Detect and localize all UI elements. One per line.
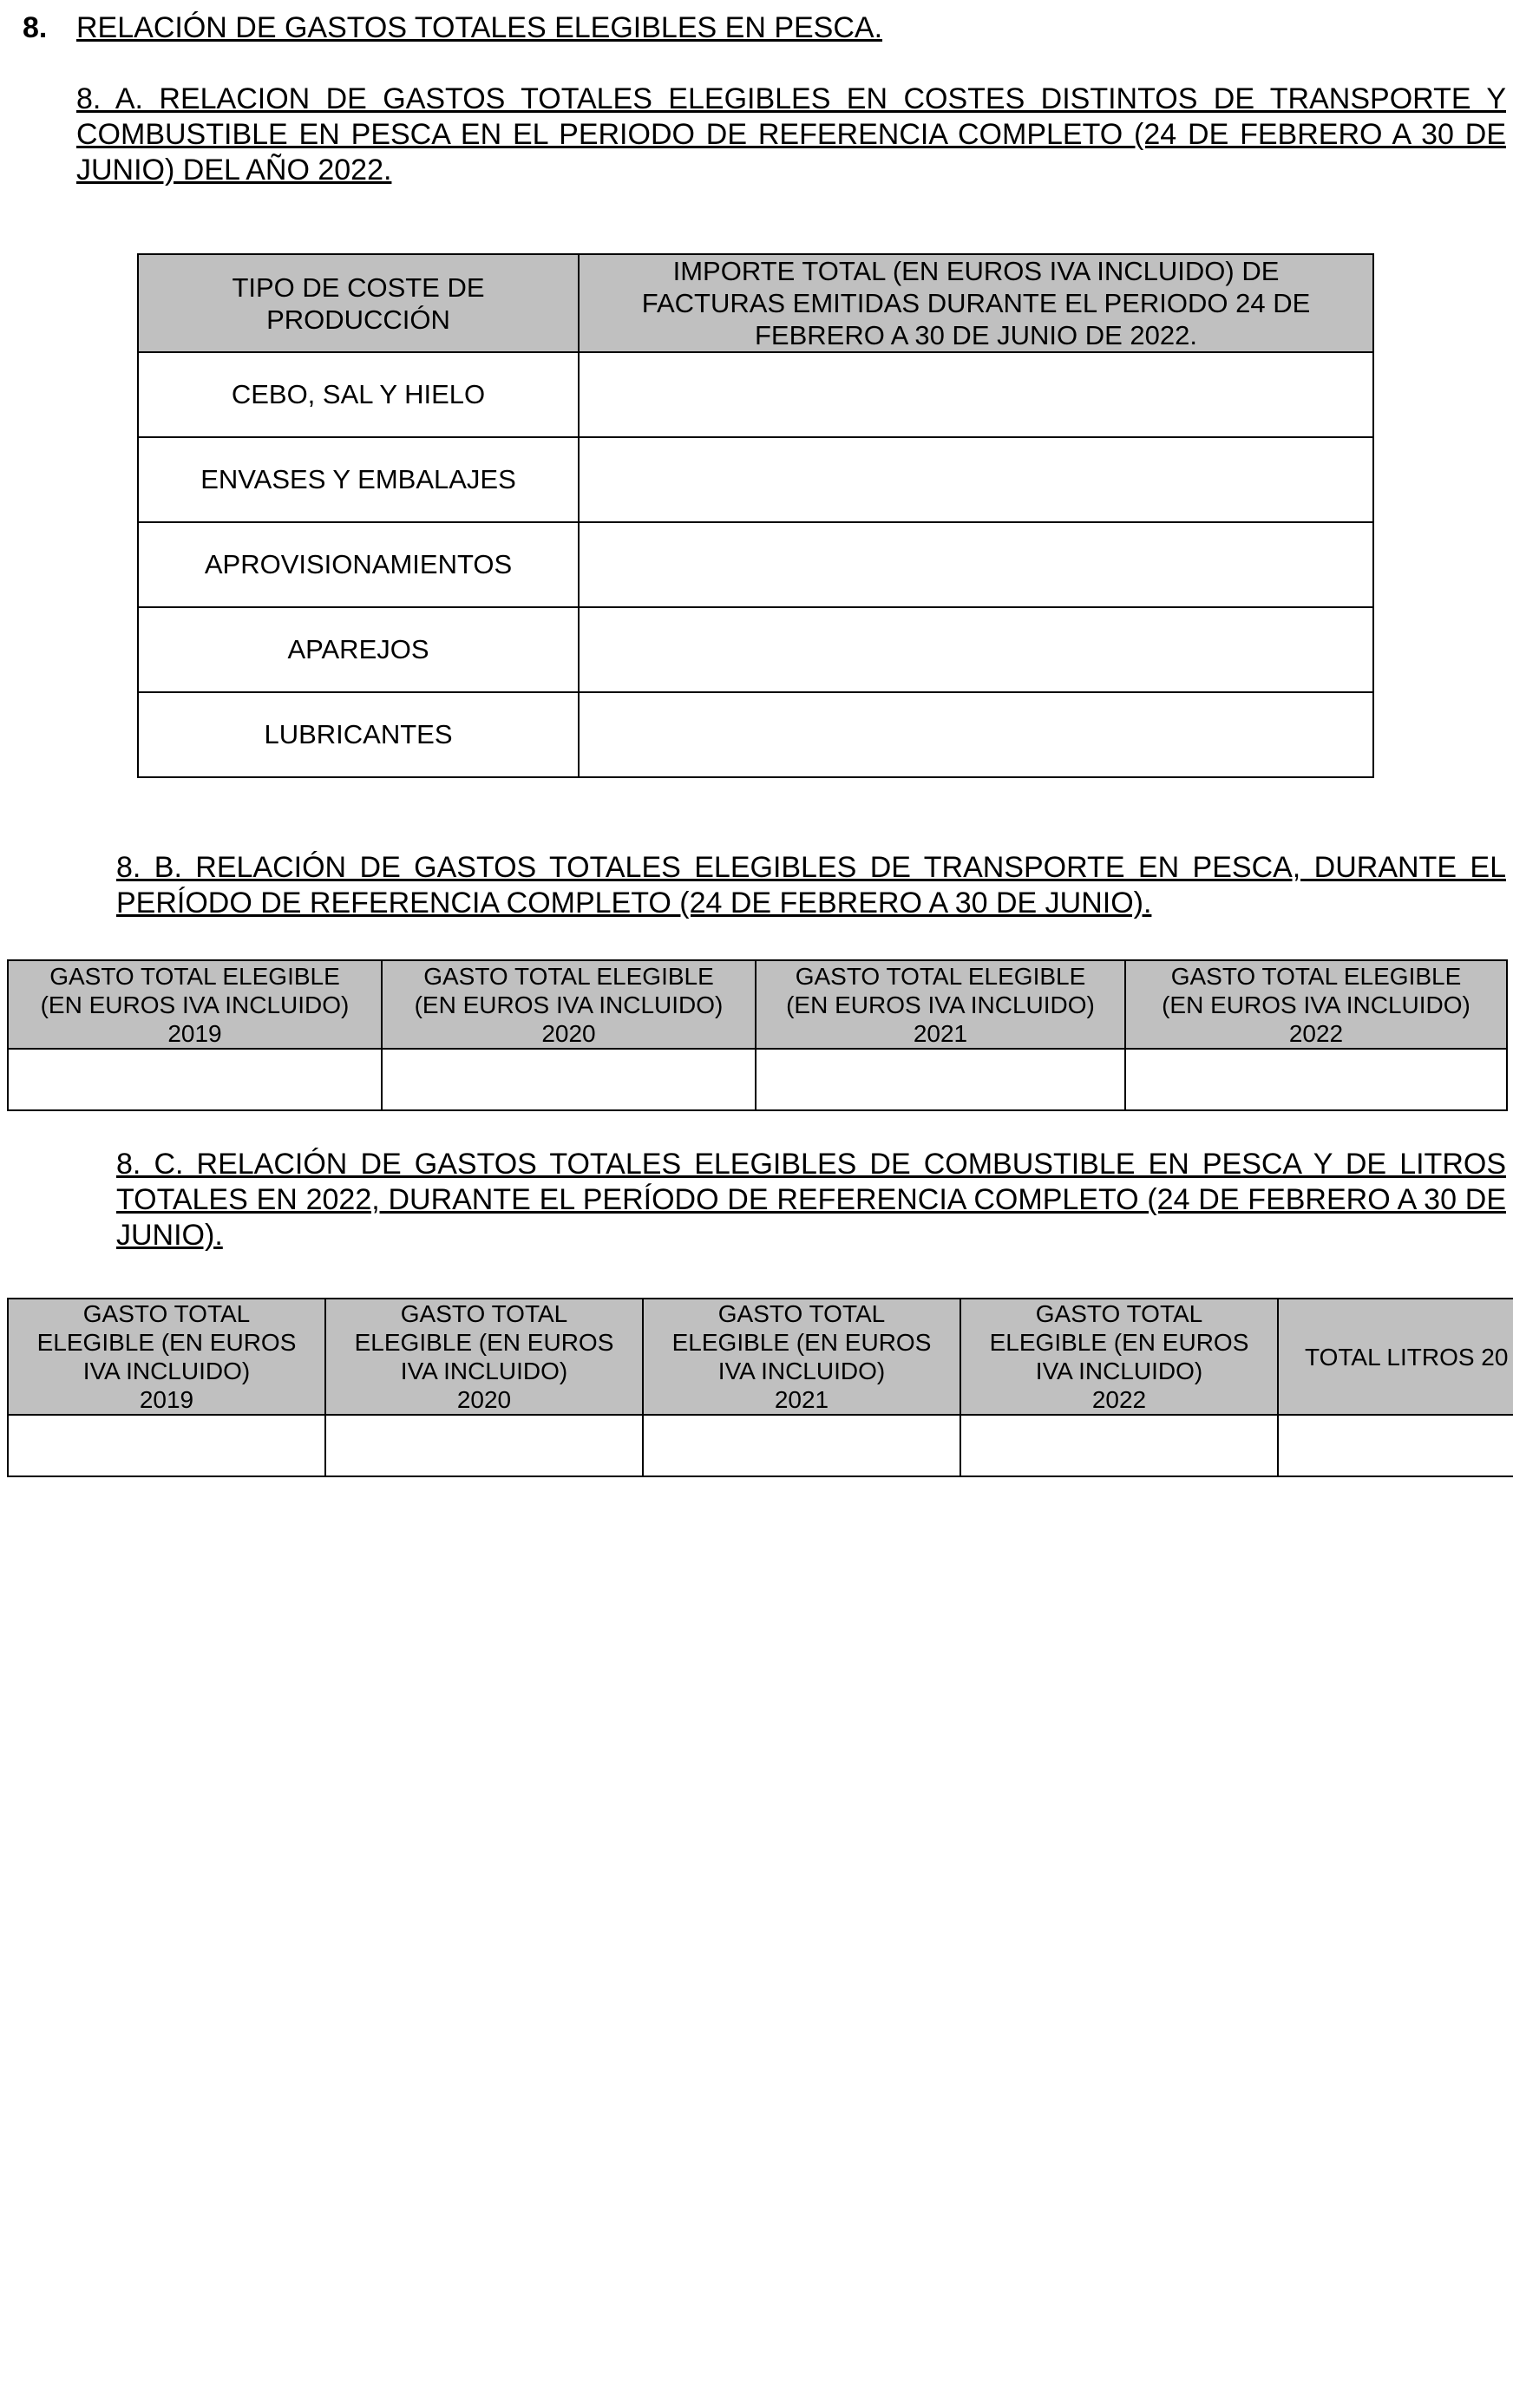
section-c-table [7, 1298, 1513, 1477]
header-cell: GASTO TOTAL ELEGIBLE (EN EUROS IVA INCLUIDO) 2019 [8, 960, 382, 1049]
header-cell: GASTO TOTAL ELEGIBLE (EN EUROS IVA INCLUIDO) 2022 [1125, 960, 1507, 1049]
row-label: LUBRICANTES [138, 692, 579, 777]
table-row [138, 437, 1373, 522]
row-label: APROVISIONAMIENTOS [138, 522, 579, 607]
amount-input-cell[interactable] [382, 1049, 756, 1110]
header-cell: GASTO TOTAL ELEGIBLE (EN EUROS IVA INCLUIDO) 2020 [325, 1299, 643, 1415]
table-header-row [8, 1299, 1513, 1415]
amount-input-cell[interactable] [8, 1049, 382, 1110]
header-total-liters: TOTAL LITROS 20 [1278, 1299, 1513, 1415]
amount-input-cell[interactable] [8, 1415, 325, 1476]
section-a-table [137, 253, 1374, 778]
amount-input-cell[interactable] [579, 692, 1373, 777]
liters-input-cell[interactable] [1278, 1415, 1513, 1476]
section-b-title: 8. B. RELACIÓN DE GASTOS TOTALES ELEGIBLES DE TRANSPORTE EN PESCA, DURANTE EL PERÍODO DE REFERENCIA COMPLETO (24 DE FEBRERO A 30 DE JUNIO). [116, 851, 1506, 919]
header-cell: GASTO TOTAL ELEGIBLE (EN EUROS IVA INCLUIDO) 2022 [960, 1299, 1278, 1415]
header-cell: GASTO TOTAL ELEGIBLE (EN EUROS IVA INCLUIDO) 2019 [8, 1299, 325, 1415]
row-label: APAREJOS [138, 607, 579, 692]
amount-input-cell[interactable] [579, 522, 1373, 607]
section-number: 8. [23, 11, 48, 44]
amount-input-cell[interactable] [325, 1415, 643, 1476]
section-c-title: 8. C. RELACIÓN DE GASTOS TOTALES ELEGIBLES DE COMBUSTIBLE EN PESCA Y DE LITROS TOTALES EN 2022, DURANTE EL PERÍODO DE REFERENCIA COMPLETO (24 DE FEBRERO A 30 DE JUNIO). [116, 1148, 1506, 1252]
table-row [138, 607, 1373, 692]
amount-input-cell[interactable] [579, 352, 1373, 437]
table-row [138, 352, 1373, 437]
row-label: ENVASES Y EMBALAJES [138, 437, 579, 522]
table-row [8, 1049, 1507, 1110]
amount-input-cell[interactable] [643, 1415, 960, 1476]
section-heading-text: RELACIÓN DE GASTOS TOTALES ELEGIBLES EN PESCA. [76, 11, 883, 44]
section-heading [23, 10, 882, 45]
amount-input-cell[interactable] [1125, 1049, 1507, 1110]
row-label: CEBO, SAL Y HIELO [138, 352, 579, 437]
section-a-title: 8. A. RELACION DE GASTOS TOTALES ELEGIBLES EN COSTES DISTINTOS DE TRANSPORTE Y COMBUSTIBLE EN PESCA EN EL PERIODO DE REFERENCIA COMPLETO (24 DE FEBRERO A 30 DE JUNIO) DEL AÑO 2022. [76, 82, 1506, 186]
table-header-row [8, 960, 1507, 1049]
amount-input-cell[interactable] [579, 437, 1373, 522]
section-b-table [7, 959, 1508, 1111]
table-header-row [138, 254, 1373, 352]
amount-input-cell[interactable] [579, 607, 1373, 692]
amount-input-cell[interactable] [756, 1049, 1125, 1110]
table-row [138, 522, 1373, 607]
table-row [138, 692, 1373, 777]
table-row [8, 1415, 1513, 1476]
header-total-amount: IMPORTE TOTAL (EN EUROS IVA INCLUIDO) DE FACTURAS EMITIDAS DURANTE EL PERIODO 24 DE FEBRERO A 30 DE JUNIO DE 2022. [579, 254, 1373, 352]
header-cost-type: TIPO DE COSTE DE PRODUCCIÓN [138, 254, 579, 352]
header-cell: GASTO TOTAL ELEGIBLE (EN EUROS IVA INCLUIDO) 2021 [643, 1299, 960, 1415]
header-cell: GASTO TOTAL ELEGIBLE (EN EUROS IVA INCLUIDO) 2021 [756, 960, 1125, 1049]
header-cell: GASTO TOTAL ELEGIBLE (EN EUROS IVA INCLUIDO) 2020 [382, 960, 756, 1049]
amount-input-cell[interactable] [960, 1415, 1278, 1476]
